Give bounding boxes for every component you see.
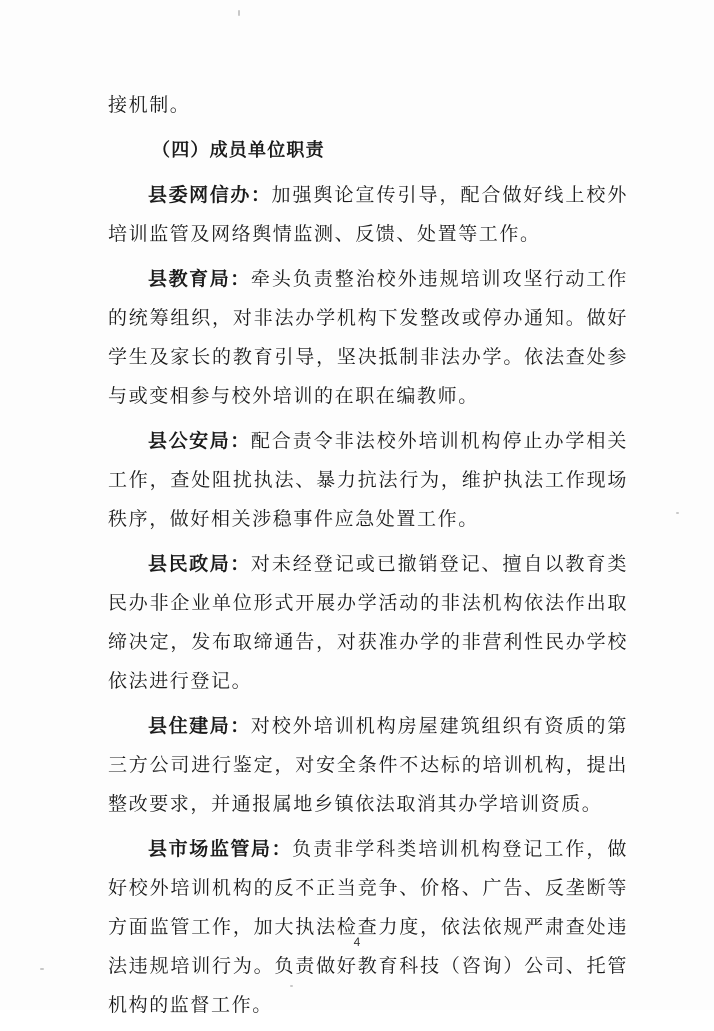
entry-label: 县委网信办： [148,184,272,206]
page-number: 4 [353,935,361,949]
entry-text: 对校外培训机构房屋建筑组织有资质的第三方公司进行鉴定，对安全条件不达标的培训机构，提出整改要求，并通报属地乡镇依法取消其办学培训资质。 [108,715,628,815]
scan-speck [676,512,679,514]
entry-text: 配合责令非法校外培训机构停止办学相关工作，查处阻扰执法、暴力抗法行为，维护执法工作现场秩序，做好相关涉稳事件应急处置工作。 [108,430,628,530]
entry-text: 加强舆论宣传引导，配合做好线上校外培训监管及网络舆情监测、反馈、处置等工作。 [108,184,628,245]
entry-cyberspace-office [108,176,628,254]
continuation-text: 接机制。 [108,94,191,116]
entry-text: 牵头负责整治校外违规培训攻坚行动工作的统筹组织，对非法办学机构下发整改或停办通知。做好学生及家长的教育引导，坚决抵制非法办学。依法查处参与或变相参与校外培训的在职在编教师。 [108,268,628,407]
entry-education-bureau [108,260,628,416]
entry-label: 县民政局： [148,553,251,575]
scan-speck [40,968,44,970]
entry-public-security-bureau [108,422,628,539]
section-heading: （四）成员单位职责 [152,140,325,161]
entry-text: 负责非学科类培训机构登记工作，做好校外培训机构的反不正当竞争、价格、广告、反垄断等方面监管工作，加大执法检查力度，依法依规严肃查处违法违规培训行为。负责做好教育科技（咨询）公司、托管机构的监督工作。 [108,838,628,1016]
entry-label: 县市场监管局： [148,838,293,860]
entry-text: 对未经登记或已撤销登记、擅自以教育类民办非企业单位形式开展办学活动的非法机构依法作出取缔决定，发布取缔通告，对获准办学的非营利性民办学校依法进行登记。 [108,553,628,692]
document-body [108,86,628,1031]
entry-civil-affairs-bureau [108,545,628,701]
scan-speck [290,985,293,987]
entry-housing-construction-bureau [108,707,628,824]
scan-speck [238,10,240,16]
entry-label: 县教育局： [148,268,251,290]
entry-label: 县公安局： [148,430,251,452]
entry-label: 县住建局： [148,715,251,737]
entry-market-supervision-bureau [108,830,628,1025]
